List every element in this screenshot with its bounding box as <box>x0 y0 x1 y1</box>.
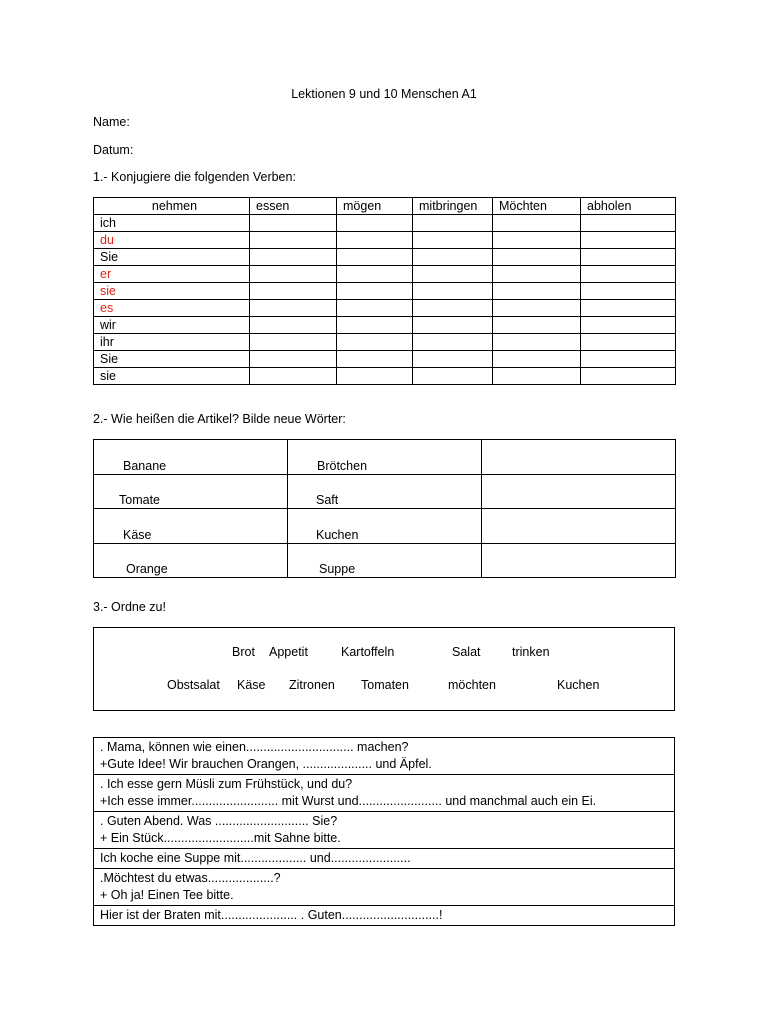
pronoun-row <box>94 215 676 232</box>
dialog-cell[interactable] <box>94 849 675 869</box>
dialog-line: +Gute Idee! Wir brauchen Orangen, .................... und Äpfel. <box>100 757 432 771</box>
word-bank-item: trinken <box>512 645 550 659</box>
noun-word: Tomate <box>119 493 160 507</box>
answer-cell[interactable] <box>581 249 676 266</box>
answer-cell[interactable] <box>493 283 581 300</box>
answer-cell[interactable] <box>250 249 337 266</box>
dialog-cell[interactable] <box>94 906 675 926</box>
new-word-cell[interactable] <box>482 509 676 544</box>
pronoun-row <box>94 317 676 334</box>
dialog-line: .Möchtest du etwas...................? <box>100 871 281 885</box>
answer-cell[interactable] <box>250 283 337 300</box>
answer-cell[interactable] <box>250 266 337 283</box>
article-row <box>94 509 676 544</box>
answer-cell[interactable] <box>581 317 676 334</box>
verb-header-cell: mögen <box>337 198 413 215</box>
pronoun-row <box>94 232 676 249</box>
answer-cell[interactable] <box>250 334 337 351</box>
pronoun-row <box>94 249 676 266</box>
noun-word: Saft <box>316 493 339 507</box>
section-3-heading: 3.- Ordne zu! <box>93 600 166 614</box>
pronoun-cell: sie <box>94 368 250 385</box>
dialog-line: + Oh ja! Einen Tee bitte. <box>100 888 234 902</box>
dialog-line: +Ich esse immer......................... mit Wurst und........................ und manchmal auch ein Ei. <box>100 794 597 808</box>
pronoun-row <box>94 266 676 283</box>
article-cell <box>94 474 288 509</box>
dialog-line: + Ein Stück..........................mit Sahne bitte. <box>100 831 341 845</box>
conjugation-table <box>93 197 676 385</box>
word-bank-item: Obstsalat <box>167 678 220 692</box>
answer-cell[interactable] <box>581 351 676 368</box>
dialog-cell[interactable] <box>94 869 675 906</box>
answer-cell[interactable] <box>413 283 493 300</box>
noun-word: Brötchen <box>317 458 368 473</box>
article-row <box>94 474 676 509</box>
answer-cell[interactable] <box>581 368 676 385</box>
page-title: Lektionen 9 und 10 Menschen A1 <box>291 87 477 101</box>
answer-cell[interactable] <box>581 283 676 300</box>
pronoun-cell: ich <box>94 215 250 232</box>
noun-word: Kuchen <box>316 527 359 542</box>
answer-cell[interactable] <box>493 215 581 232</box>
answer-cell[interactable] <box>250 317 337 334</box>
dialog-line: Hier ist der Braten mit...................... . Guten............................! <box>100 908 443 922</box>
noun-word: Orange <box>126 562 168 576</box>
dialog-line: . Mama, können wie einen............................... machen? <box>100 740 409 754</box>
pronoun-cell: es <box>94 300 250 317</box>
article-row <box>94 440 676 475</box>
answer-cell[interactable] <box>337 351 413 368</box>
pronoun-cell: du <box>94 232 250 249</box>
pronoun-cell: wir <box>94 317 250 334</box>
pronoun-cell: Sie <box>94 351 250 368</box>
new-word-cell[interactable] <box>482 440 676 475</box>
answer-cell[interactable] <box>250 368 337 385</box>
dialog-cell[interactable] <box>94 738 675 775</box>
answer-cell[interactable] <box>337 266 413 283</box>
answer-cell[interactable] <box>337 317 413 334</box>
answer-cell[interactable] <box>493 351 581 368</box>
word-bank-item: Tomaten <box>361 678 409 692</box>
answer-cell[interactable] <box>250 351 337 368</box>
pronoun-cell: ihr <box>94 334 250 351</box>
word-bank-box <box>93 627 675 711</box>
noun-word: Banane <box>123 458 167 473</box>
answer-cell[interactable] <box>413 249 493 266</box>
dialog-cell[interactable] <box>94 775 675 812</box>
answer-cell[interactable] <box>337 249 413 266</box>
answer-cell[interactable] <box>493 249 581 266</box>
verb-header-cell: mitbringen <box>413 198 493 215</box>
answer-cell[interactable] <box>413 351 493 368</box>
article-row <box>94 543 676 578</box>
word-bank-item: Kartoffeln <box>341 645 395 659</box>
answer-cell[interactable] <box>581 334 676 351</box>
word-bank-item: Käse <box>237 678 266 692</box>
noun-word: Käse <box>123 527 152 542</box>
answer-cell[interactable] <box>581 300 676 317</box>
verb-header-cell: abholen <box>581 198 676 215</box>
answer-cell[interactable] <box>337 368 413 385</box>
new-word-cell[interactable] <box>482 474 676 509</box>
article-cell <box>288 474 482 509</box>
dialog-table <box>93 737 675 926</box>
dialog-row <box>94 738 675 775</box>
word-bank-item: Salat <box>452 645 481 659</box>
section-2-heading: 2.- Wie heißen die Artikel? Bilde neue Wörter: <box>93 412 346 426</box>
answer-cell[interactable] <box>337 283 413 300</box>
answer-cell[interactable] <box>337 334 413 351</box>
article-table <box>93 439 676 578</box>
verb-header-cell: essen <box>250 198 337 215</box>
answer-cell[interactable] <box>250 300 337 317</box>
verb-header-cell: Möchten <box>493 198 581 215</box>
answer-cell[interactable] <box>493 300 581 317</box>
pronoun-cell: sie <box>94 283 250 300</box>
date-label: Datum: <box>93 143 134 157</box>
pronoun-cell: Sie <box>94 249 250 266</box>
answer-cell[interactable] <box>493 232 581 249</box>
answer-cell[interactable] <box>337 300 413 317</box>
pronoun-row <box>94 351 676 368</box>
answer-cell[interactable] <box>493 266 581 283</box>
pronoun-cell: er <box>94 266 250 283</box>
noun-word: Suppe <box>319 562 356 576</box>
word-bank-item: möchten <box>448 678 496 692</box>
verb-header-cell: nehmen <box>94 198 250 215</box>
answer-cell[interactable] <box>413 232 493 249</box>
dialog-line: . Ich esse gern Müsli zum Frühstück, und du? <box>100 777 353 791</box>
dialog-row <box>94 869 675 906</box>
verb-header-row <box>94 198 676 215</box>
answer-cell[interactable] <box>413 266 493 283</box>
answer-cell[interactable] <box>493 368 581 385</box>
answer-cell[interactable] <box>413 317 493 334</box>
pronoun-row <box>94 283 676 300</box>
answer-cell[interactable] <box>413 334 493 351</box>
answer-cell[interactable] <box>250 232 337 249</box>
answer-cell[interactable] <box>581 266 676 283</box>
dialog-line: Ich koche eine Suppe mit................... und....................... <box>100 851 411 865</box>
dialog-row <box>94 775 675 812</box>
word-bank-item: Kuchen <box>557 678 600 692</box>
answer-cell[interactable] <box>413 368 493 385</box>
answer-cell[interactable] <box>581 215 676 232</box>
word-bank-item: Brot <box>232 645 255 659</box>
answer-cell[interactable] <box>413 215 493 232</box>
new-word-cell[interactable] <box>482 543 676 578</box>
dialog-row <box>94 906 675 926</box>
pronoun-row <box>94 334 676 351</box>
article-cell <box>94 509 288 544</box>
section-1-heading: 1.- Konjugiere die folgenden Verben: <box>93 170 296 184</box>
pronoun-row <box>94 368 676 385</box>
article-cell <box>94 543 288 578</box>
article-cell <box>288 509 482 544</box>
word-bank-item: Appetit <box>269 645 308 659</box>
dialog-line: . Guten Abend. Was ........................... Sie? <box>100 814 338 828</box>
answer-cell[interactable] <box>337 215 413 232</box>
pronoun-row <box>94 300 676 317</box>
answer-cell[interactable] <box>413 300 493 317</box>
answer-cell[interactable] <box>250 215 337 232</box>
answer-cell[interactable] <box>581 232 676 249</box>
dialog-row <box>94 812 675 849</box>
answer-cell[interactable] <box>337 232 413 249</box>
answer-cell[interactable] <box>493 317 581 334</box>
article-cell <box>288 543 482 578</box>
dialog-cell[interactable] <box>94 812 675 849</box>
word-bank-item: Zitronen <box>289 678 335 692</box>
article-cell <box>288 440 482 475</box>
dialog-row <box>94 849 675 869</box>
name-label: Name: <box>93 115 130 129</box>
answer-cell[interactable] <box>493 334 581 351</box>
article-cell <box>94 440 288 475</box>
